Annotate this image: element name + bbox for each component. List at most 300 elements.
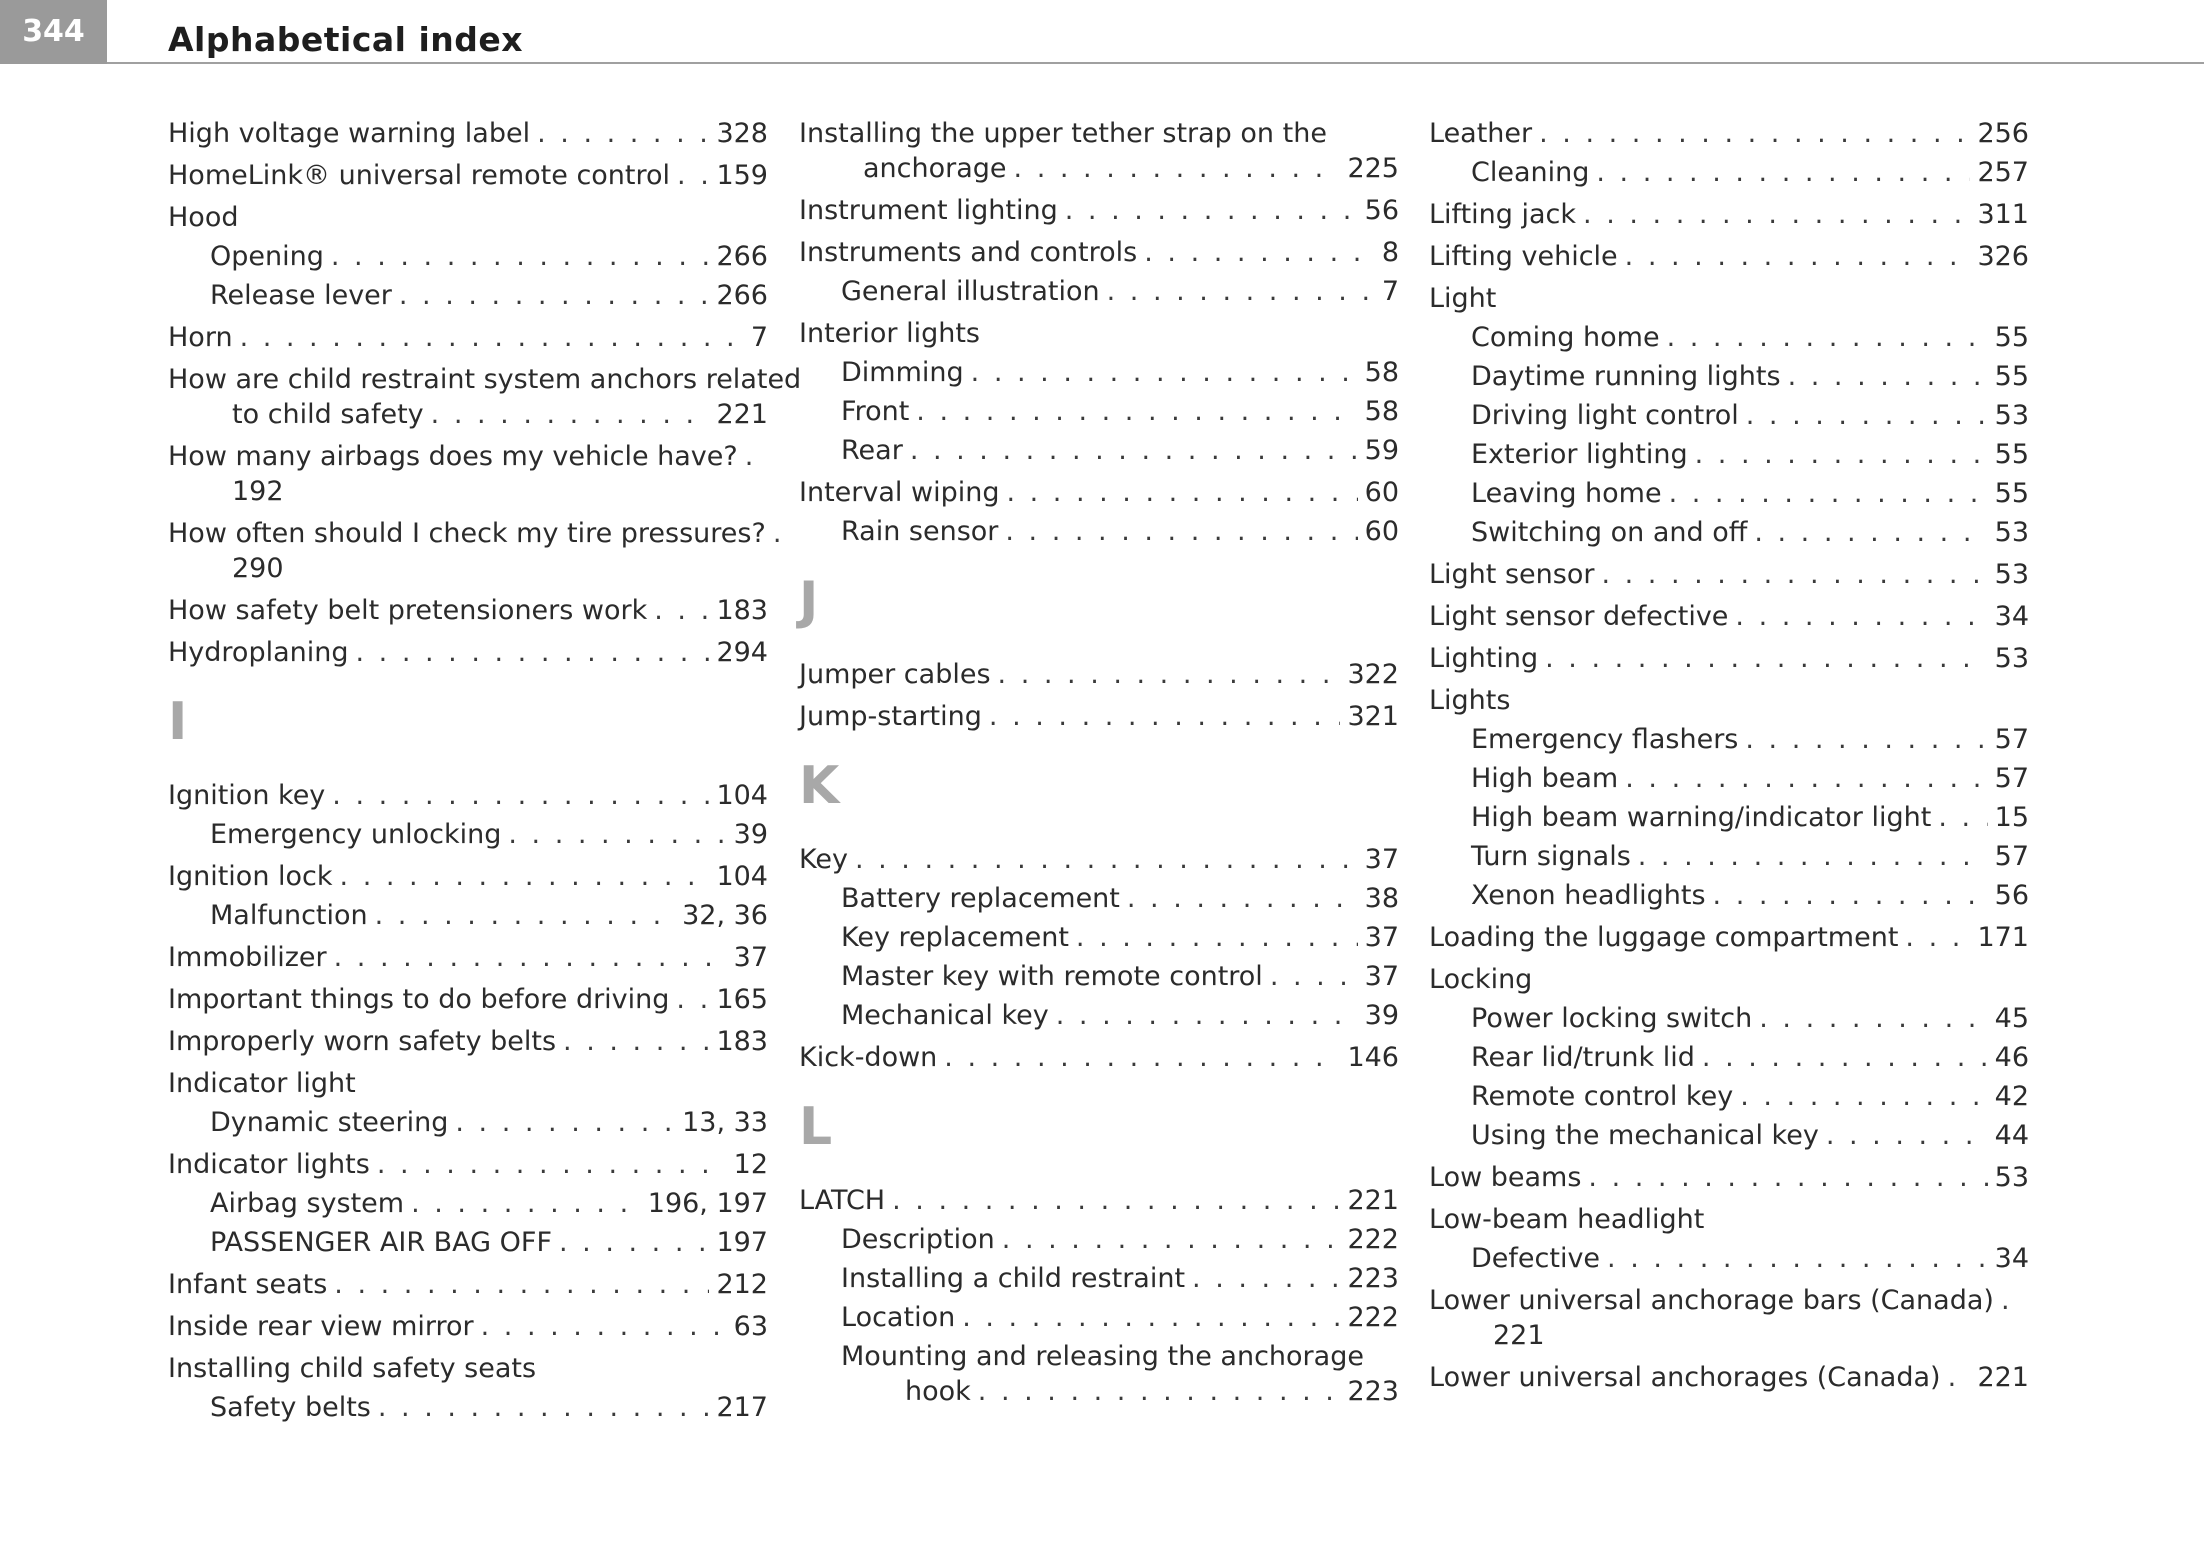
index-entry (1429, 197, 2029, 232)
entry-line (841, 274, 1399, 309)
entry-line (841, 1222, 1399, 1257)
entry-label: Xenon headlights (1471, 880, 1706, 911)
entry-label: Rain sensor (841, 516, 999, 547)
entry-line (1471, 1079, 2029, 1114)
page-reference: 38 (1364, 883, 1399, 914)
index-entry (1429, 1360, 2029, 1395)
index-entry (1429, 116, 2029, 151)
index-subentry (168, 1186, 768, 1221)
page-reference: 183 (716, 595, 768, 626)
entry-line (1429, 962, 2029, 997)
index-entry (1429, 281, 2029, 316)
entry-line (799, 1040, 1399, 1075)
page-reference: 12 (733, 1149, 768, 1180)
leader-dots (676, 982, 709, 1017)
entry-label: Battery replacement (841, 883, 1120, 914)
index-subentry (1429, 1241, 2029, 1276)
leader-dots (1601, 557, 1987, 592)
entry-label: High beam warning/indicator light (1471, 802, 1932, 833)
entry-label: Light (1429, 283, 1497, 314)
entry-line (210, 1186, 768, 1221)
leader-dots (962, 1300, 1340, 1335)
leader-dots (537, 116, 709, 151)
entry-line (168, 982, 768, 1017)
entry-line (799, 475, 1399, 510)
index-subentry (799, 881, 1399, 916)
entry-label: Instrument lighting (799, 195, 1058, 226)
entry-label: Rear lid/trunk lid (1471, 1042, 1695, 1073)
entry-label: High beam (1471, 763, 1619, 794)
leader-dots (378, 1390, 710, 1425)
index-subentry (1429, 722, 2029, 757)
leader-dots (563, 1024, 709, 1059)
index-subentry (1429, 515, 2029, 550)
leader-dots (1607, 1241, 1988, 1276)
page-title: Alphabetical index (168, 20, 524, 59)
leader-dots (1127, 881, 1358, 916)
page-reference: 326 (1977, 241, 2029, 272)
entry-line (1429, 920, 2029, 955)
page-reference: 266 (716, 241, 768, 272)
leader-dots (1076, 920, 1358, 955)
leader-dots (334, 940, 727, 975)
leader-dots (855, 842, 1358, 877)
entry-line (1429, 281, 2029, 316)
leader-dots (971, 355, 1358, 390)
entry-label: Lights (1429, 685, 1511, 716)
entry-continuation (799, 151, 1399, 186)
index-subentry (1429, 359, 2029, 394)
entry-line (1429, 683, 2029, 718)
entry-line (168, 1351, 768, 1386)
entry-line (1471, 878, 2029, 913)
entry-label: Key replacement (841, 922, 1069, 953)
page-reference: 55 (1994, 439, 2029, 470)
entry-label: Installing a child restraint (841, 1263, 1186, 1294)
entry-line (168, 859, 768, 894)
index-entry (168, 635, 768, 670)
entry-line (1429, 599, 2029, 634)
page-reference: 197 (716, 1227, 768, 1258)
entry-line (210, 898, 768, 933)
entry-line (168, 1309, 768, 1344)
index-subentry (799, 920, 1399, 955)
entry-line (210, 1225, 768, 1260)
page-reference: 57 (1994, 841, 2029, 872)
entry-label: Rear (841, 435, 903, 466)
entry-label: Coming home (1471, 322, 1660, 353)
entry-label: How often should I check my tire pressures? (168, 518, 766, 549)
index-entry (168, 593, 768, 628)
index-entry (799, 116, 1399, 186)
entry-label: LATCH (799, 1185, 886, 1216)
entry-label: Mechanical key (841, 1000, 1049, 1031)
leader-dots (1754, 515, 1987, 550)
entry-line (841, 1261, 1399, 1296)
page-reference: 290 (232, 553, 284, 584)
index-subentry (1429, 155, 2029, 190)
leader-dots (1667, 320, 1988, 355)
page-reference: 32, 36 (682, 900, 768, 931)
entry-line (799, 235, 1399, 270)
leader-dots (334, 1267, 709, 1302)
index-subentry (799, 355, 1399, 390)
leader-dots (1005, 514, 1357, 549)
entry-label: Interior lights (799, 318, 980, 349)
entry-label: Switching on and off (1471, 517, 1748, 548)
index-subentry (799, 998, 1399, 1033)
leader-dots (1713, 878, 1988, 913)
entry-label: Master key with remote control (841, 961, 1263, 992)
entry-label: Hood (168, 202, 239, 233)
index-subentry (799, 274, 1399, 309)
entry-label: Infant seats (168, 1269, 328, 1300)
page-reference: 159 (716, 160, 768, 191)
entry-label: Lifting jack (1429, 199, 1577, 230)
entry-line (841, 959, 1399, 994)
index-subentry (1429, 437, 2029, 472)
entry-label: Lower universal anchorage bars (Canada) (1429, 1285, 1994, 1316)
page-reference: 63 (733, 1311, 768, 1342)
index-subentry (799, 959, 1399, 994)
page-reference: 15 (1994, 802, 2029, 833)
index-subentry (1429, 1001, 2029, 1036)
leader-dots (998, 657, 1341, 692)
index-entry (168, 1147, 768, 1182)
leader-dots (356, 635, 710, 670)
leader-dots (654, 593, 709, 628)
page-reference: 171 (1977, 922, 2029, 953)
index-entry (168, 439, 768, 509)
leader-dots (340, 859, 710, 894)
page-reference: 223 (1347, 1376, 1399, 1407)
page-reference: 56 (1364, 195, 1399, 226)
entry-label: Loading the luggage compartment (1429, 922, 1899, 953)
page-reference: 39 (1364, 1000, 1399, 1031)
section-letter: J (799, 571, 819, 631)
page-number-tab: 344 (0, 0, 107, 64)
entry-line (1429, 1160, 2029, 1195)
page-reference: 55 (1994, 361, 2029, 392)
entry-label: Light sensor defective (1429, 601, 1729, 632)
index-subentry (799, 514, 1399, 549)
index-entry (168, 1024, 768, 1059)
leader-dots (1107, 274, 1375, 309)
leader-dots (1695, 437, 1988, 472)
index-entry (1429, 1283, 2029, 1353)
entry-line (210, 239, 768, 274)
index-subentry (168, 1225, 768, 1260)
page-reference: 57 (1994, 763, 2029, 794)
leader-dots (1270, 959, 1358, 994)
index-column-2 (799, 116, 1399, 1416)
index-entry (799, 1183, 1399, 1218)
entry-line (1471, 1241, 2029, 1276)
entry-label: Indicator light (168, 1068, 356, 1099)
entry-line (168, 516, 768, 551)
page-reference: 104 (716, 780, 768, 811)
leader-dots (978, 1374, 1341, 1409)
entry-line (1471, 839, 2029, 874)
page-reference: 192 (232, 476, 284, 507)
page-reference: 56 (1994, 880, 2029, 911)
index-entry (1429, 683, 2029, 718)
entry-label: Malfunction (210, 900, 368, 931)
entry-line (168, 158, 768, 193)
page-reference: 60 (1364, 516, 1399, 547)
entry-line (168, 940, 768, 975)
leader-dots (1065, 193, 1358, 228)
entry-line (168, 320, 768, 355)
entry-label: How are child restraint system anchors related (168, 364, 802, 395)
entry-label: Jump-starting (799, 701, 982, 732)
entry-label: Safety belts (210, 1392, 371, 1423)
leader-dots (1545, 641, 1988, 676)
entry-label: Daytime running lights (1471, 361, 1781, 392)
page-reference: 256 (1977, 118, 2029, 149)
entry-line (799, 842, 1399, 877)
leader-dots (1583, 197, 1970, 232)
index-entry (168, 362, 802, 432)
page-reference: 46 (1994, 1042, 2029, 1073)
index-entry (799, 657, 1399, 692)
entry-label: Driving light control (1471, 400, 1739, 431)
entry-label: Key (799, 844, 848, 875)
entry-line (1429, 197, 2029, 232)
entry-label: General illustration (841, 276, 1100, 307)
index-entry (1429, 1160, 2029, 1195)
entry-line (799, 193, 1399, 228)
leader-dots (916, 394, 1357, 429)
entry-line (841, 1300, 1399, 1335)
entry-line (1471, 1118, 2029, 1153)
index-entry (799, 475, 1399, 510)
entry-line (168, 1147, 768, 1182)
index-column-1 (168, 116, 802, 1432)
page-reference: 146 (1347, 1042, 1399, 1073)
page-reference: 311 (1977, 199, 2029, 230)
entry-label: Cleaning (1471, 157, 1590, 188)
section-letter: K (799, 756, 840, 816)
index-entry (1429, 920, 2029, 955)
leader-dots (745, 439, 761, 474)
entry-line (1429, 1283, 2029, 1318)
index-subentry (1429, 878, 2029, 913)
leader-dots (1746, 398, 1988, 433)
leader-dots (1144, 235, 1375, 270)
index-entry (1429, 557, 2029, 592)
leader-dots (240, 320, 744, 355)
leader-dots (375, 898, 675, 933)
page-reference: 53 (1994, 400, 2029, 431)
page-reference: 37 (1364, 922, 1399, 953)
index-entry (168, 1267, 768, 1302)
leader-dots (1948, 1360, 1971, 1395)
entry-label: Jumper cables (799, 659, 991, 690)
entry-label: PASSENGER AIR BAG OFF (210, 1227, 552, 1258)
leader-dots (1826, 1118, 1988, 1153)
entry-label: Release lever (210, 280, 392, 311)
entry-label: Ignition key (168, 780, 326, 811)
entry-label: Light sensor (1429, 559, 1595, 590)
leader-dots (508, 817, 726, 852)
leader-dots (944, 1040, 1340, 1075)
entry-line (210, 1105, 768, 1140)
entry-label: Location (841, 1302, 956, 1333)
leader-dots (677, 158, 709, 193)
page-reference: 34 (1994, 601, 2029, 632)
entry-line (168, 778, 768, 813)
page-reference: 165 (716, 984, 768, 1015)
entry-line (168, 116, 768, 151)
leader-dots (892, 1183, 1340, 1218)
entry-line (841, 433, 1399, 468)
leader-dots (332, 778, 709, 813)
index-entry (168, 516, 768, 586)
section-letter: I (168, 692, 188, 752)
page-reference: 39 (733, 819, 768, 850)
page-reference: 53 (1994, 643, 2029, 674)
page-reference: 266 (716, 280, 768, 311)
page-reference: 8 (1381, 237, 1399, 268)
index-subentry (168, 817, 768, 852)
index-subentry (1429, 320, 2029, 355)
index-subentry (168, 1105, 768, 1140)
page-reference: 37 (1364, 844, 1399, 875)
index-subentry (1429, 1079, 2029, 1114)
entry-line (168, 1066, 768, 1101)
header-rule (107, 62, 2204, 64)
page-reference: 257 (1977, 157, 2029, 188)
entry-line (1429, 641, 2029, 676)
entry-label: Description (841, 1224, 995, 1255)
leader-dots (1588, 1160, 1987, 1195)
entry-label: Leaving home (1471, 478, 1662, 509)
entry-line (799, 316, 1399, 351)
page-reference: 221 (716, 399, 768, 430)
page-reference: 223 (1347, 1263, 1399, 1294)
index-entry (168, 1066, 768, 1101)
page-reference: 217 (716, 1392, 768, 1423)
page-reference: 225 (1347, 153, 1399, 184)
entry-line (168, 1024, 768, 1059)
page-reference: 53 (1994, 559, 2029, 590)
page-reference: 59 (1364, 435, 1399, 466)
leader-dots (1938, 800, 1987, 835)
entry-label: Low-beam headlight (1429, 1204, 1705, 1235)
leader-dots (1014, 151, 1341, 186)
index-entry (1429, 239, 2029, 274)
page-reference: 104 (716, 861, 768, 892)
index-entry (1429, 1202, 2029, 1237)
entry-continuation (841, 1374, 1399, 1409)
entry-label: How many airbags does my vehicle have? (168, 441, 738, 472)
page-header (0, 0, 2204, 66)
section-letter: L (799, 1097, 833, 1157)
index-entry (168, 116, 768, 151)
index-subentry (1429, 1118, 2029, 1153)
entry-label: Defective (1471, 1243, 1601, 1274)
entry-label: Front (841, 396, 910, 427)
entry-line (210, 817, 768, 852)
page-reference: 55 (1994, 478, 2029, 509)
entry-label: Lifting vehicle (1429, 241, 1618, 272)
index-entry (799, 1040, 1399, 1075)
leader-dots (331, 239, 710, 274)
page-reference: 321 (1347, 701, 1399, 732)
leader-dots (1740, 1079, 1987, 1114)
entry-label: Important things to do before driving (168, 984, 670, 1015)
page-reference: 13, 33 (682, 1107, 768, 1138)
index-subentry (168, 239, 768, 274)
leader-dots (1669, 476, 1988, 511)
entry-line (1471, 761, 2029, 796)
entry-label: Lighting (1429, 643, 1539, 674)
entry-line (799, 699, 1399, 734)
leader-dots (481, 1309, 727, 1344)
index-subentry (168, 1390, 768, 1425)
index-entry (799, 699, 1399, 734)
entry-label: HomeLink® universal remote control (168, 160, 671, 191)
index-subentry (1429, 800, 2029, 835)
leader-dots (1745, 722, 1987, 757)
entry-label: Airbag system (210, 1188, 405, 1219)
entry-label: Locking (1429, 964, 1533, 995)
entry-label-continued: to child safety (232, 399, 424, 430)
entry-line (841, 998, 1399, 1033)
entry-label: Dynamic steering (210, 1107, 449, 1138)
entry-line (1471, 398, 2029, 433)
entry-label: How safety belt pretensioners work (168, 595, 648, 626)
index-entry (799, 193, 1399, 228)
entry-continuation (168, 397, 768, 432)
entry-line (1429, 1360, 2029, 1395)
entry-line (1471, 722, 2029, 757)
entry-label: Hydroplaning (168, 637, 349, 668)
page-reference: 57 (1994, 724, 2029, 755)
entry-line (1471, 476, 2029, 511)
entry-line (841, 514, 1399, 549)
leader-dots (1192, 1261, 1340, 1296)
index-subentry (799, 1300, 1399, 1335)
entry-line (168, 1267, 768, 1302)
index-subentry (799, 433, 1399, 468)
entry-line (168, 635, 768, 670)
index-entry (168, 859, 768, 894)
entry-label: Immobilizer (168, 942, 327, 973)
page-reference: 328 (716, 118, 768, 149)
leader-dots (431, 397, 710, 432)
entry-line (210, 278, 768, 313)
entry-label: Using the mechanical key (1471, 1120, 1819, 1151)
entry-label: Kick-down (799, 1042, 938, 1073)
index-subentry (1429, 761, 2029, 796)
index-entry (168, 158, 768, 193)
leader-dots (1625, 239, 1971, 274)
leader-dots (1006, 475, 1357, 510)
index-subentry (799, 1339, 1399, 1409)
entry-label: Installing the upper tether strap on the (799, 118, 1327, 149)
page-reference: 222 (1347, 1302, 1399, 1333)
index-entry (799, 316, 1399, 351)
page-reference: 55 (1994, 322, 2029, 353)
index-subentry (1429, 1040, 2029, 1075)
entry-line (799, 657, 1399, 692)
leader-dots (1625, 761, 1987, 796)
entry-label: Emergency unlocking (210, 819, 502, 850)
entry-line (1471, 359, 2029, 394)
index-entry (168, 1309, 768, 1344)
